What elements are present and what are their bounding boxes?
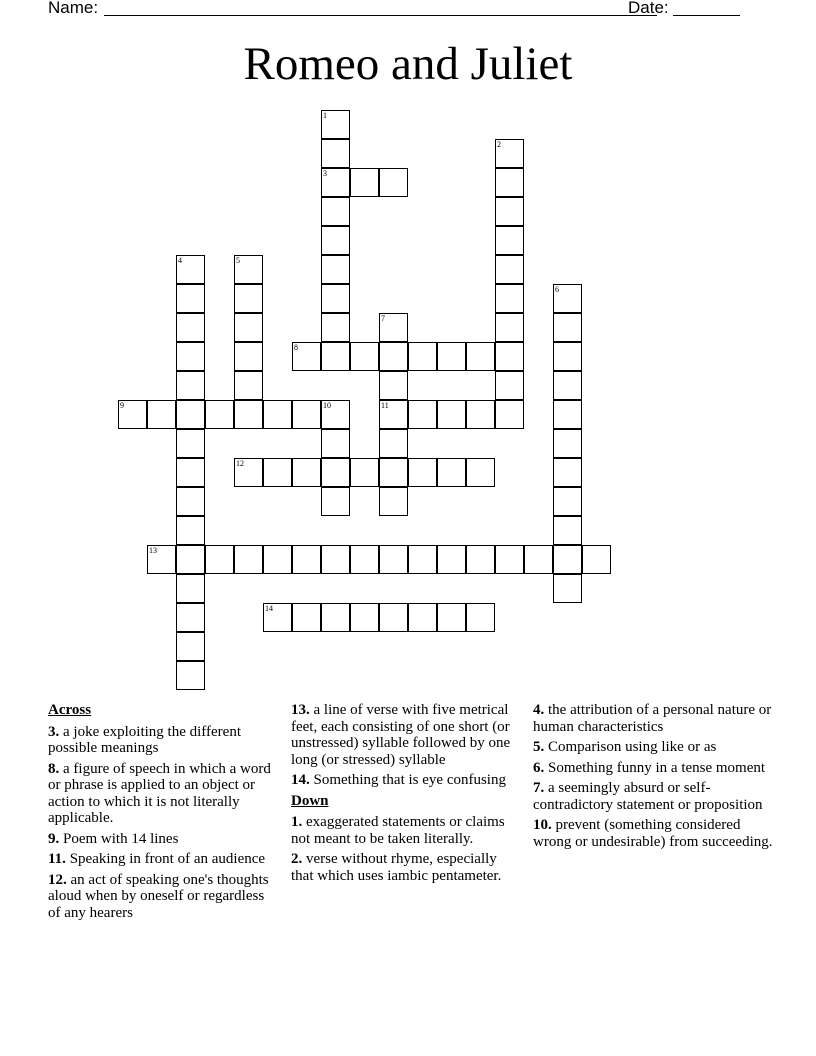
grid-cell[interactable] bbox=[321, 342, 350, 371]
grid-cell[interactable] bbox=[234, 255, 263, 284]
grid-cell[interactable] bbox=[408, 400, 437, 429]
grid-cell[interactable] bbox=[234, 400, 263, 429]
grid-cell[interactable] bbox=[321, 400, 350, 429]
grid-cell[interactable] bbox=[553, 545, 582, 574]
grid-cell[interactable] bbox=[234, 545, 263, 574]
clue-number: 5. bbox=[533, 739, 545, 755]
grid-cell[interactable] bbox=[292, 603, 321, 632]
clue-text: Speaking in front of an audience bbox=[69, 851, 266, 867]
grid-cell[interactable] bbox=[408, 342, 437, 371]
grid-cell[interactable] bbox=[321, 487, 350, 516]
grid-cell[interactable] bbox=[553, 313, 582, 342]
clue-column-3 bbox=[533, 702, 773, 854]
grid-cell[interactable] bbox=[379, 313, 408, 342]
clue-number: 1. bbox=[291, 814, 303, 830]
clue-text: Something funny in a tense moment bbox=[548, 759, 766, 776]
grid-cell[interactable] bbox=[292, 342, 321, 371]
clue-number: 2. bbox=[291, 851, 303, 867]
grid-cell[interactable] bbox=[321, 168, 350, 197]
grid-cell[interactable] bbox=[147, 400, 176, 429]
name-label: Name: bbox=[48, 0, 99, 17]
grid-cell[interactable] bbox=[553, 516, 582, 545]
grid-cell[interactable] bbox=[263, 545, 292, 574]
page-title: Romeo and Juliet bbox=[243, 38, 573, 90]
cell-number: 13 bbox=[149, 546, 157, 555]
grid-cell[interactable] bbox=[495, 197, 524, 226]
grid-cell[interactable] bbox=[495, 255, 524, 284]
grid-cell[interactable] bbox=[553, 400, 582, 429]
clue-across-14 bbox=[291, 772, 523, 789]
grid-cell[interactable] bbox=[321, 429, 350, 458]
clue-number: 12. bbox=[48, 871, 67, 888]
grid-cell[interactable] bbox=[321, 139, 350, 168]
down-heading: Down bbox=[291, 792, 329, 809]
grid-cell[interactable] bbox=[350, 545, 379, 574]
grid-cell[interactable] bbox=[321, 545, 350, 574]
clue-across-12 bbox=[48, 872, 280, 922]
clue-text: verse without rhyme, especially that which uses iambic pentameter. bbox=[291, 851, 502, 884]
grid-cell[interactable] bbox=[553, 342, 582, 371]
grid-cell[interactable] bbox=[553, 458, 582, 487]
grid-cell[interactable] bbox=[176, 371, 205, 400]
grid-cell[interactable] bbox=[321, 458, 350, 487]
grid-cell[interactable] bbox=[234, 342, 263, 371]
grid-cell[interactable] bbox=[379, 400, 408, 429]
grid-cell[interactable] bbox=[176, 255, 205, 284]
grid-cell[interactable] bbox=[234, 284, 263, 313]
grid-cell[interactable] bbox=[176, 545, 205, 574]
grid-cell[interactable] bbox=[379, 342, 408, 371]
grid-cell[interactable] bbox=[176, 284, 205, 313]
clue-down-6 bbox=[533, 760, 773, 777]
grid-cell[interactable] bbox=[437, 603, 466, 632]
cell-number: 7 bbox=[381, 314, 385, 323]
grid-cell[interactable] bbox=[553, 487, 582, 516]
grid-cell[interactable] bbox=[408, 603, 437, 632]
across-heading: Across bbox=[48, 702, 92, 718]
cell-number: 4 bbox=[178, 256, 182, 265]
cell-number: 2 bbox=[497, 140, 501, 149]
grid-cell[interactable] bbox=[437, 400, 466, 429]
grid-cell[interactable] bbox=[495, 342, 524, 371]
clue-text: a seemingly absurd or self-contradictory statement or proposition bbox=[533, 780, 763, 813]
clue-text: a joke exploiting the different possible meanings bbox=[48, 723, 242, 756]
clue-down-5 bbox=[533, 739, 773, 756]
cell-number: 10 bbox=[323, 401, 331, 410]
grid-cell[interactable] bbox=[495, 168, 524, 197]
grid-cell[interactable] bbox=[176, 342, 205, 371]
grid-cell[interactable] bbox=[408, 545, 437, 574]
grid-cell[interactable] bbox=[379, 371, 408, 400]
grid-cell[interactable] bbox=[350, 342, 379, 371]
grid-cell[interactable] bbox=[176, 487, 205, 516]
grid-cell[interactable] bbox=[263, 458, 292, 487]
clue-number: 7. bbox=[533, 780, 545, 796]
clue-number: 10. bbox=[533, 817, 552, 833]
clue-number: 4. bbox=[533, 702, 545, 718]
clue-number: 6. bbox=[533, 759, 545, 776]
grid-cell[interactable] bbox=[118, 400, 147, 429]
clue-text: Something that is eye confusing bbox=[313, 772, 506, 788]
cell-number: 6 bbox=[555, 285, 559, 294]
grid-cell[interactable] bbox=[553, 284, 582, 313]
grid-cell[interactable] bbox=[263, 400, 292, 429]
grid-cell[interactable] bbox=[176, 574, 205, 603]
grid-cell[interactable] bbox=[495, 545, 524, 574]
grid-cell[interactable] bbox=[495, 313, 524, 342]
grid-cell[interactable] bbox=[466, 458, 495, 487]
grid-cell[interactable] bbox=[292, 400, 321, 429]
grid-cell[interactable] bbox=[176, 400, 205, 429]
clue-across-9 bbox=[48, 831, 280, 848]
clue-number: 11. bbox=[48, 851, 66, 867]
clue-text: an act of speaking one's thoughts aloud when by oneself or regardless of any hearers bbox=[48, 871, 269, 921]
grid-cell[interactable] bbox=[582, 545, 611, 574]
grid-cell[interactable] bbox=[176, 661, 205, 690]
grid-cell[interactable] bbox=[524, 545, 553, 574]
cell-number: 3 bbox=[323, 169, 327, 178]
grid-cell[interactable] bbox=[321, 284, 350, 313]
grid-cell[interactable] bbox=[495, 226, 524, 255]
clue-number: 9. bbox=[48, 830, 60, 847]
clue-down-1 bbox=[291, 814, 523, 847]
grid-cell[interactable] bbox=[408, 458, 437, 487]
grid-cell[interactable] bbox=[379, 603, 408, 632]
clue-column-1 bbox=[48, 702, 280, 925]
grid-cell[interactable] bbox=[437, 342, 466, 371]
grid-cell[interactable] bbox=[495, 139, 524, 168]
grid-cell[interactable] bbox=[466, 342, 495, 371]
clue-down-4 bbox=[533, 702, 773, 735]
grid-cell[interactable] bbox=[553, 574, 582, 603]
grid-cell[interactable] bbox=[437, 458, 466, 487]
grid-cell[interactable] bbox=[176, 603, 205, 632]
grid-cell[interactable] bbox=[292, 458, 321, 487]
cell-number: 8 bbox=[294, 343, 298, 352]
grid-cell[interactable] bbox=[379, 168, 408, 197]
grid-cell[interactable] bbox=[553, 429, 582, 458]
clue-across-11 bbox=[48, 851, 280, 868]
cell-number: 11 bbox=[381, 401, 389, 410]
grid-cell[interactable] bbox=[176, 429, 205, 458]
grid-cell[interactable] bbox=[379, 429, 408, 458]
clue-text: Poem with 14 lines bbox=[63, 830, 179, 847]
clue-text: exaggerated statements or claims not meant to be taken literally. bbox=[291, 814, 505, 847]
clue-text: a figure of speech in which a word or phrase is applied to an object or action to which it is not literally applicable. bbox=[48, 760, 271, 826]
grid-cell[interactable] bbox=[350, 168, 379, 197]
clue-across-13 bbox=[291, 702, 523, 768]
clue-text: prevent (something considered wrong or undesirable) from succeeding. bbox=[533, 817, 773, 850]
clue-number: 8. bbox=[48, 760, 60, 777]
grid-cell[interactable] bbox=[379, 487, 408, 516]
clue-column-2 bbox=[291, 702, 523, 888]
grid-cell[interactable] bbox=[176, 516, 205, 545]
grid-cell[interactable] bbox=[350, 603, 379, 632]
clue-text: a line of verse with five metrical feet, each consisting of one short (or unstressed) syllable followed by one long (or stressed) syllable bbox=[291, 702, 511, 768]
grid-cell[interactable] bbox=[321, 197, 350, 226]
cell-number: 1 bbox=[323, 111, 327, 120]
clue-text: Comparison using like or as bbox=[548, 739, 717, 755]
grid-cell[interactable] bbox=[263, 603, 292, 632]
grid-cell[interactable] bbox=[466, 400, 495, 429]
grid-cell[interactable] bbox=[205, 545, 234, 574]
grid-cell[interactable] bbox=[234, 313, 263, 342]
clue-number: 13. bbox=[291, 702, 310, 718]
grid-cell[interactable] bbox=[176, 458, 205, 487]
grid-cell[interactable] bbox=[379, 545, 408, 574]
clue-across-8 bbox=[48, 761, 280, 827]
grid-cell[interactable] bbox=[321, 255, 350, 284]
grid-cell[interactable] bbox=[205, 400, 234, 429]
grid-cell[interactable] bbox=[350, 458, 379, 487]
grid-cell[interactable] bbox=[176, 313, 205, 342]
grid-cell[interactable] bbox=[321, 226, 350, 255]
grid-cell[interactable] bbox=[321, 313, 350, 342]
clue-down-7 bbox=[533, 780, 773, 813]
cell-number: 5 bbox=[236, 256, 240, 265]
cell-number: 14 bbox=[265, 604, 273, 613]
cell-number: 12 bbox=[236, 459, 244, 468]
grid-cell[interactable] bbox=[466, 603, 495, 632]
cell-number: 9 bbox=[120, 401, 124, 410]
grid-cell[interactable] bbox=[495, 284, 524, 313]
grid-cell[interactable] bbox=[466, 545, 495, 574]
grid-cell[interactable] bbox=[437, 545, 466, 574]
clue-down-2 bbox=[291, 851, 523, 884]
grid-cell[interactable] bbox=[147, 545, 176, 574]
date-label: Date: bbox=[628, 0, 669, 17]
clue-number: 3. bbox=[48, 723, 60, 740]
grid-cell[interactable] bbox=[234, 458, 263, 487]
grid-cell[interactable] bbox=[234, 371, 263, 400]
grid-cell[interactable] bbox=[321, 603, 350, 632]
grid-cell[interactable] bbox=[379, 458, 408, 487]
grid-cell[interactable] bbox=[553, 371, 582, 400]
grid-cell[interactable] bbox=[176, 632, 205, 661]
clue-across-3 bbox=[48, 724, 280, 757]
grid-cell[interactable] bbox=[495, 400, 524, 429]
grid-cell[interactable] bbox=[495, 371, 524, 400]
clues-section bbox=[0, 702, 816, 1002]
clue-text: the attribution of a personal nature or human characteristics bbox=[533, 702, 772, 735]
grid-cell[interactable] bbox=[292, 545, 321, 574]
clue-number: 14. bbox=[291, 772, 310, 788]
clue-down-10 bbox=[533, 817, 773, 850]
grid-cell[interactable] bbox=[321, 110, 350, 139]
